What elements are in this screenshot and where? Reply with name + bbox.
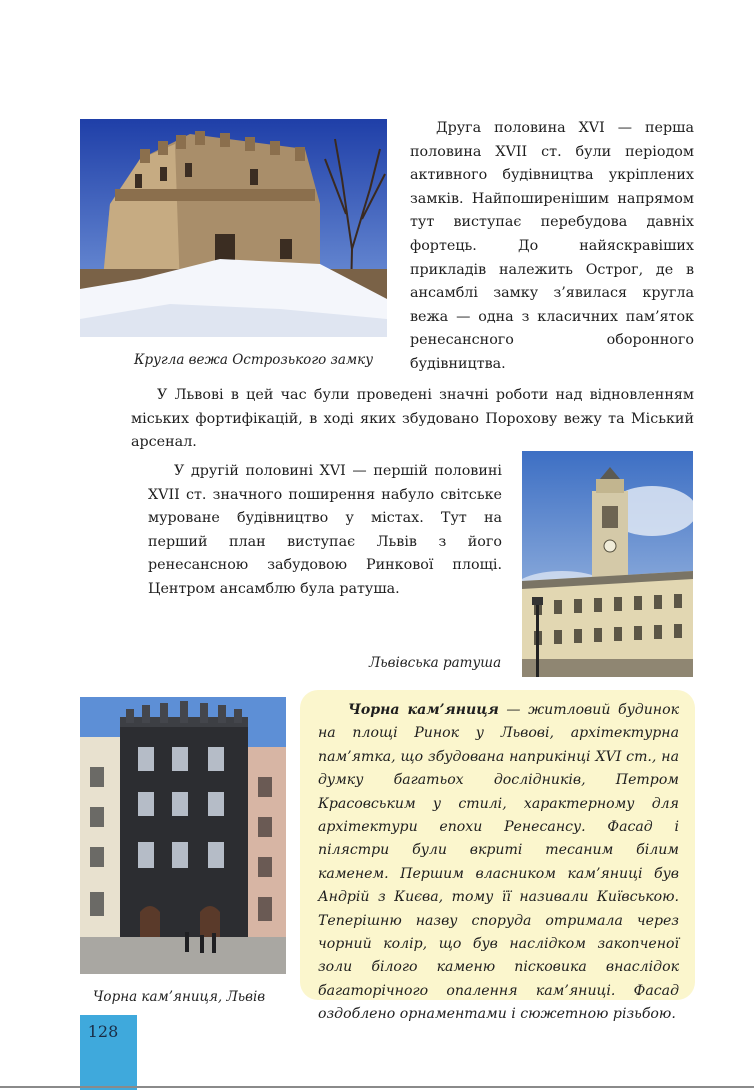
infobox-paragraph xyxy=(318,699,679,1027)
black-house-photo-caption: Чорна кам’яниця, Львів xyxy=(93,989,266,1005)
ostroh-round-tower-photo xyxy=(80,119,387,337)
infobox-text: — житловий будинок на площі Ринок у Львові, архітектурна пам’ятка, що збудована наприкінці XVI ст., на думку багатьох дослідників, Петром Красовським у стилі, характерному для архітектури епохи Ренесансу. Фасад і пілястри були вкриті тесаним білим каменем. Першим власником кам’яниці був Андрій з Києва, тому її називали Київською. Теперішню назву споруда отримала через чорний колір, що був наслідком закопченої золи білого каменю пісковика внаслідок багаторічного опалення кам’яниці. Фасад оздоблено орнаментами і сюжетною різьбою. xyxy=(318,702,679,1023)
paragraph-secular-building xyxy=(148,460,502,602)
paragraph-lviv-fortifications-text: У Львові в цей час були проведені значні роботи над відновленням міських фортифікацій, в ході яких збудовано Порохову вежу та Міський арсенал. xyxy=(131,387,694,451)
paragraph-secular-building-text: У другій половині XVI — першій половині XVII ст. значного поширення набуло світське муроване будівництво у містах. Тут на перший план виступає Львів з його ренесансною забудовою Ринкової площі. Центром ансамблю була ратуша. xyxy=(148,463,502,597)
paragraph-lviv-fortifications xyxy=(131,384,694,455)
black-house-infobox xyxy=(300,690,695,1023)
infobox-term: Чорна кам’яниця xyxy=(348,702,499,718)
ostroh-photo-caption: Кругла вежа Острозького замку xyxy=(134,352,374,368)
black-house-photo xyxy=(80,697,286,974)
page-number: 128 xyxy=(87,1022,119,1041)
town-hall-photo-caption: Львівська ратуша xyxy=(369,655,502,671)
page-bottom-rule xyxy=(0,1086,754,1088)
paragraph-castles-text: Друга половина XVI — перша половина XVII ст. були періодом активного будівництва укріплених замків. Найпоширенішим напрямом тут виступає перебудова давніх фортець. До найяскравіших прикладів належить Острог, де в ансамблі замку з’явилася кругла вежа — одна з класичних пам’яток ренесансного оборонного будівництва. xyxy=(410,120,694,372)
lviv-town-hall-photo xyxy=(522,451,693,677)
paragraph-castles xyxy=(410,117,694,377)
